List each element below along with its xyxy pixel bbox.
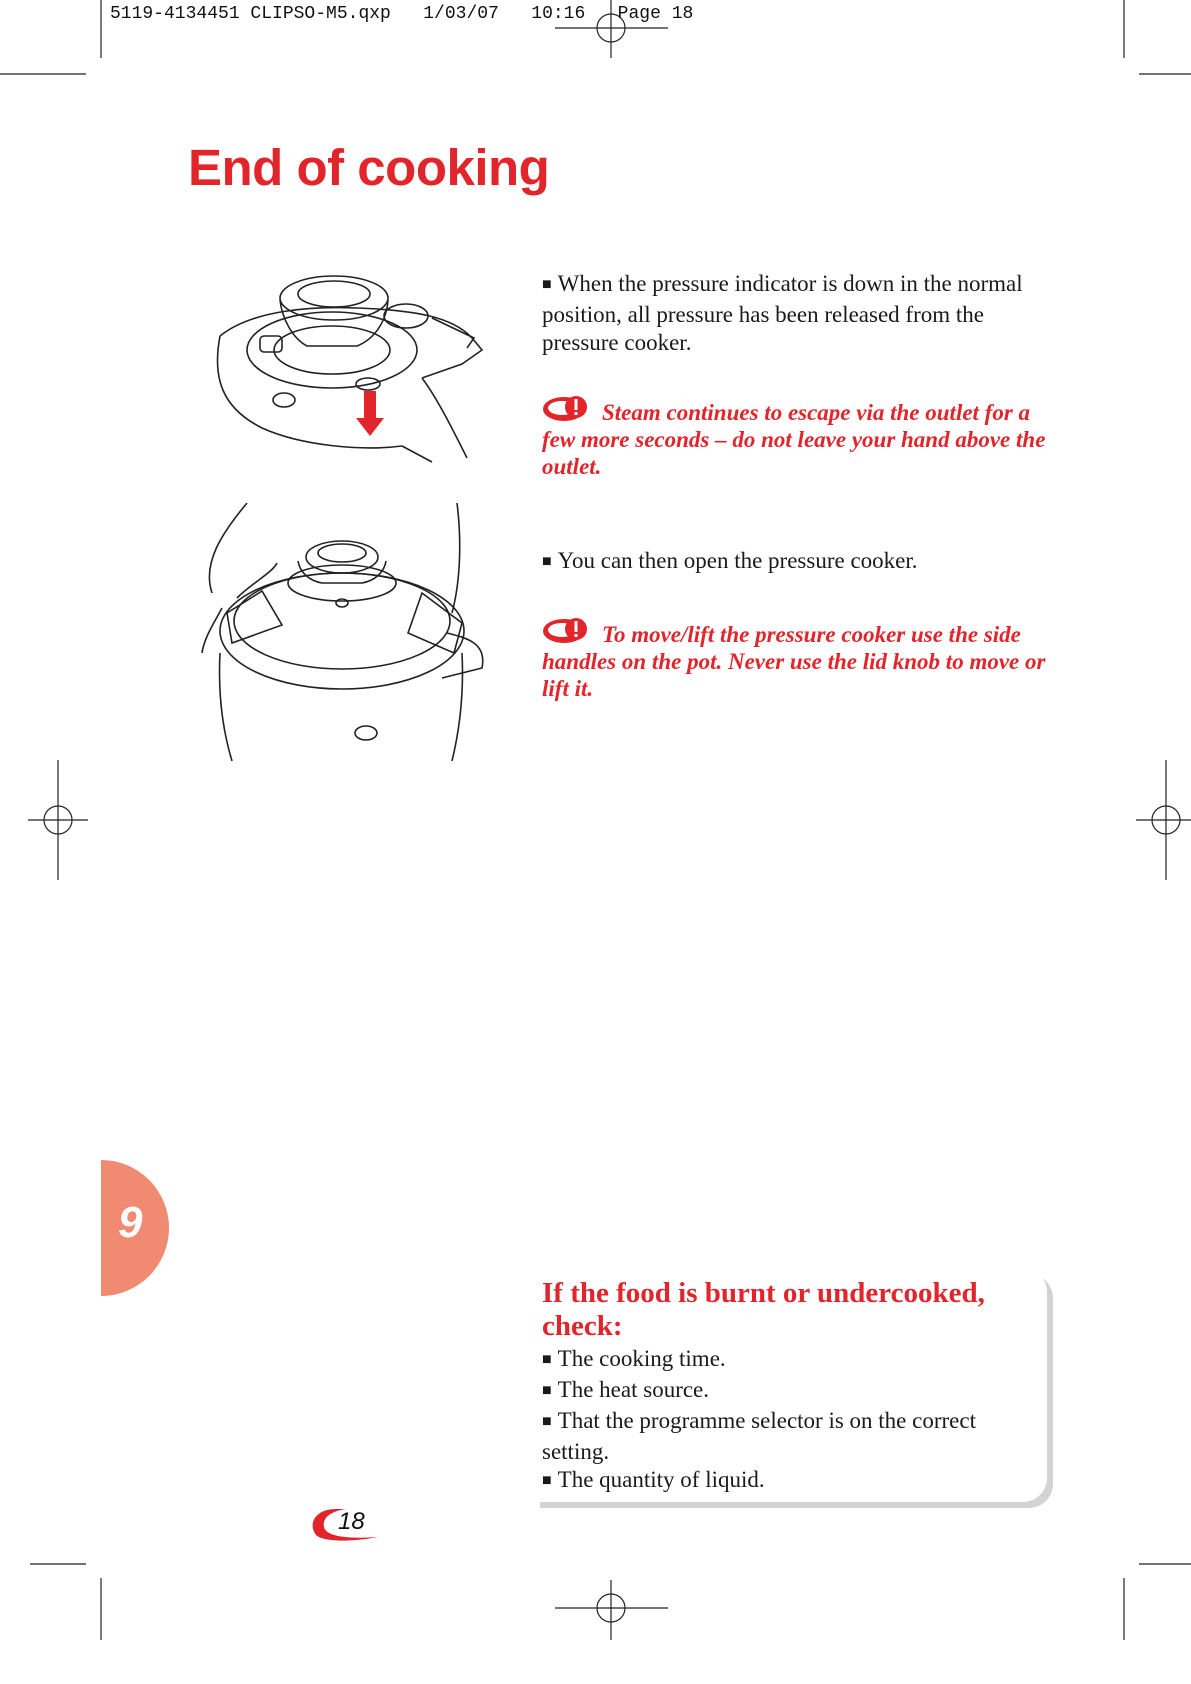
paragraph-pressure-released bbox=[542, 270, 1062, 357]
red-arrow-down-icon bbox=[356, 391, 384, 436]
paragraph-open-cooker bbox=[542, 547, 1062, 578]
registration-mark-icon bbox=[555, 1580, 668, 1640]
bullet-glyph: ■ bbox=[542, 553, 552, 570]
paragraph-text: When the pressure indicator is down in the normal position, all pressure has been released from the pressure cooker. bbox=[542, 271, 1023, 355]
bullet-glyph: ■ bbox=[542, 1382, 552, 1399]
registration-mark-icon bbox=[1136, 760, 1191, 880]
check-box-title: If the food is burnt or undercooked, check: bbox=[542, 1277, 985, 1342]
chapter-number: 9 bbox=[118, 1198, 143, 1247]
check-list bbox=[542, 1345, 1022, 1497]
bullet-glyph: ■ bbox=[542, 1472, 552, 1489]
warning-text: Steam continues to escape via the outlet for a few more seconds – do not leave your hand above the outlet. bbox=[542, 400, 1046, 479]
warning-icon bbox=[542, 394, 592, 424]
bullet-glyph: ■ bbox=[542, 1351, 552, 1368]
page-title: End of cooking bbox=[188, 139, 550, 196]
list-item bbox=[542, 1345, 1022, 1376]
list-item-text: The quantity of liquid. bbox=[557, 1467, 765, 1492]
list-item-text: The heat source. bbox=[557, 1377, 710, 1402]
bullet-glyph: ■ bbox=[542, 276, 552, 293]
warning-text: To move/lift the pressure cooker use the side handles on the pot. Never use the lid knob to move or lift it. bbox=[542, 622, 1046, 701]
bullet-glyph: ■ bbox=[542, 1413, 552, 1430]
warning-steam bbox=[542, 394, 1062, 480]
paragraph-text: You can then open the pressure cooker. bbox=[557, 548, 918, 573]
opening-cooker-illustration bbox=[192, 503, 512, 761]
warning-icon bbox=[542, 616, 592, 646]
registration-mark-icon bbox=[555, 0, 668, 58]
list-item bbox=[542, 1407, 1022, 1466]
list-item bbox=[542, 1466, 1022, 1497]
list-item-text: The cooking time. bbox=[557, 1346, 726, 1371]
page-number: 18 bbox=[338, 1508, 365, 1535]
warning-handles bbox=[542, 616, 1062, 702]
print-slug: 5119-4134451 CLIPSO-M5.qxp 1/03/07 10:16 Page 18 bbox=[110, 4, 694, 24]
list-item bbox=[542, 1376, 1022, 1407]
list-item-text: That the programme selector is on the correct setting. bbox=[542, 1408, 976, 1464]
registration-mark-icon bbox=[28, 760, 88, 880]
pressure-indicator-illustration bbox=[182, 268, 522, 463]
